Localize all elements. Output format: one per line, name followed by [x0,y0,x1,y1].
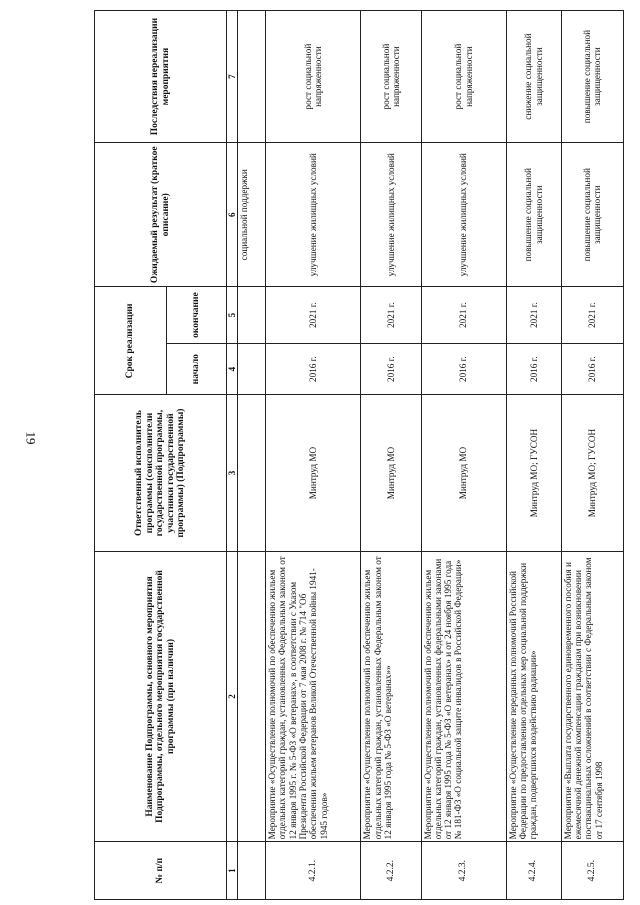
row-num: 4.2.3. [421,842,506,900]
row-consequence: рост социальной напряженности [421,11,506,143]
row-executor: Минтруд МО; ГУСОН [561,395,623,551]
header-end: окончание [167,287,227,343]
row-consequence: снижение социальной защищенности [506,11,561,143]
row-result: повышение социальной защищенности [561,143,623,287]
row-consequence: рост социальной напряженности [266,11,361,143]
row-end: 2021 г. [421,287,506,343]
rotated-page [94,10,624,900]
header-consequence: Последствия нереализации мероприятия [95,11,227,143]
row-executor: Минтруд МО; ГУСОН [506,395,561,551]
row-name: Мероприятие «Осуществление полномочий по обеспечению жильем отдельных категорий граждан, установленных федеральными законами от 12 января 1995 года № 5-ФЗ «О ветеранах» и от 24 ноября 1995 года № 181-ФЗ «О социальной защите инвалидов в Российской Федерации» [421,551,506,842]
row-num: 4.2.4. [506,842,561,900]
col-index: 1 [227,842,238,900]
table-row [506,11,561,900]
carry-over-text: социальной поддержки [238,143,266,287]
row-end: 2021 г. [266,287,361,343]
row-end: 2021 г. [561,287,623,343]
row-num: 4.2.2. [361,842,421,900]
row-start: 2016 г. [561,343,623,395]
row-end: 2021 г. [361,287,421,343]
row-result: повышение социальной защищенности [506,143,561,287]
program-table [94,10,624,900]
header-period: Срок реализации [95,287,167,395]
col-index: 5 [227,287,238,343]
column-index-row [227,11,238,900]
carry-over-row [238,11,266,900]
row-start: 2016 г. [506,343,561,395]
row-start: 2016 г. [421,343,506,395]
row-executor: Минтруд МО [421,395,506,551]
table-row [361,11,421,900]
header-start: начало [167,343,227,395]
row-name: Мероприятие «Осуществление переданных полномочий Российской Федерации по предоставлению отдельных мер социальной поддержки граждан, подвергшихся воздействию радиации» [506,551,561,842]
col-index: 4 [227,343,238,395]
header-name: Наименование Подпрограммы, основного мероприятия Подпрограммы, отдельного мероприятия государственной программы (при наличии) [95,551,227,842]
col-index: 6 [227,143,238,287]
row-executor: Минтруд МО [266,395,361,551]
row-name: Мероприятие «Осуществление полномочий по обеспечению жильем отдельных категорий граждан, установленных Федеральным законом от 12 января 1995 г. № 5-ФЗ «О ветеранах», в соответствии с Указом Президента Российской Федерации от 7 мая 2008 г. № 714 "Об обеспечении жильем ветеранов Великой Отечественной войны 1941-1945 годов» [266,551,361,842]
row-result: улучшение жилищных условий [421,143,506,287]
table-row [266,11,361,900]
row-result: улучшение жилищных условий [266,143,361,287]
header-result: Ожидаемый результат (краткое описание) [95,143,227,287]
row-executor: Минтруд МО [361,395,421,551]
row-start: 2016 г. [361,343,421,395]
row-name: Мероприятие «Выплата государственного единовременного пособия и ежемесячной денежной компенсации гражданам при возникновении поствакцинальных осложнений в соответствии с Федеральным законом от 17 сентября 1998 [561,551,623,842]
row-num: 4.2.1. [266,842,361,900]
page-number: 19 [23,431,39,445]
row-result: улучшение жилищных условий [361,143,421,287]
table-row [561,11,623,900]
col-index: 3 [227,395,238,551]
col-index: 2 [227,551,238,842]
row-num: 4.2.5. [561,842,623,900]
row-end: 2021 г. [506,287,561,343]
row-consequence: рост социальной напряженности [361,11,421,143]
header-num: № п/п [95,842,227,900]
row-consequence: повышение социальной защищенности [561,11,623,143]
row-name: Мероприятие «Осуществление полномочий по обеспечению жильем отдельных категорий граждан, установленных Федеральным законом от 12 января 1995 года № 5-ФЗ «О ветеранах»» [361,551,421,842]
header-executor: Ответственный исполнитель программы (соисполнители государственной программы, участники государственной программы) (Подпрограммы) [95,395,227,551]
col-index: 7 [227,11,238,143]
table-row [421,11,506,900]
row-start: 2016 г. [266,343,361,395]
